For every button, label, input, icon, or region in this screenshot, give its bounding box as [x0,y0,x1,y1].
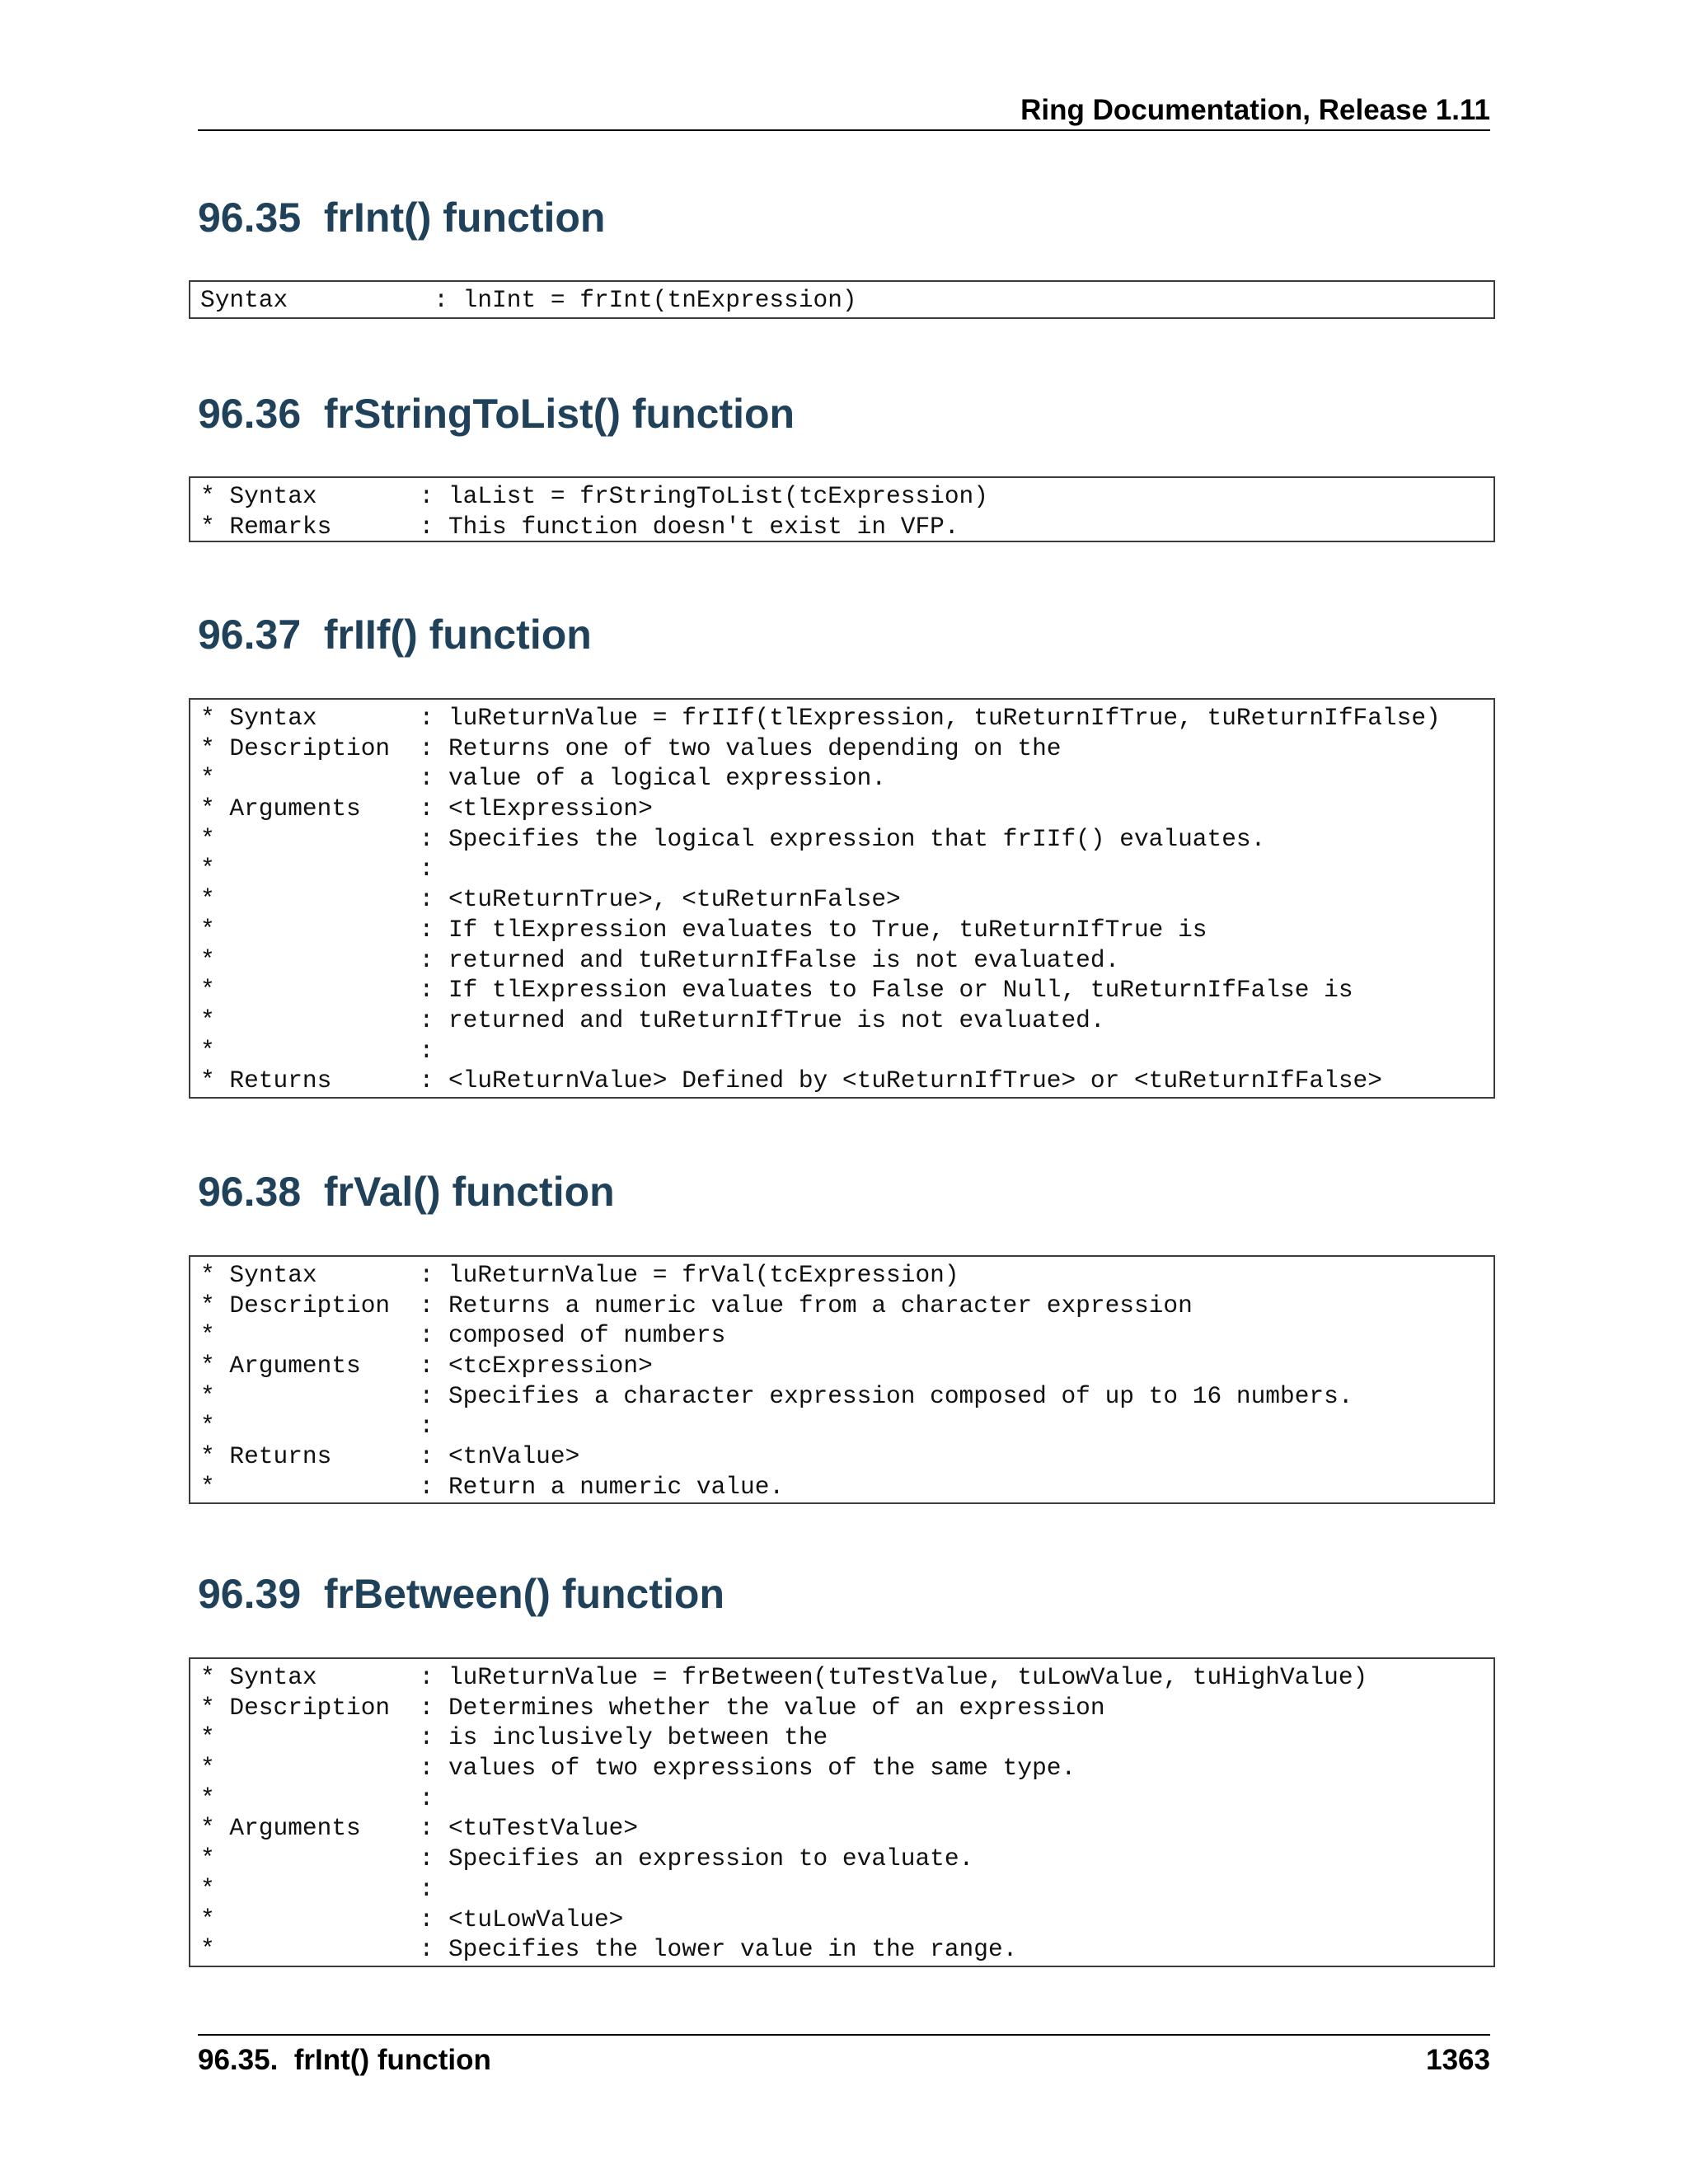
code-line: * : Specifies a character expression composed of up to 16 numbers. [200,1381,1353,1410]
section-heading-friif: 96.37 frIIf() function [198,612,592,658]
code-line: * Syntax : laList = frStringToList(tcExpression) [200,482,988,510]
footer-rule [198,2034,1490,2036]
code-line: * : is inclusively between the [200,1723,828,1752]
code-line: * : Specifies an expression to evaluate. [200,1844,974,1873]
code-line: * : <tuReturnTrue>, <tuReturnFalse> [200,885,901,914]
code-line: * Description : Returns a numeric value from a character expression [200,1291,1193,1319]
code-line: * : [200,1874,434,1903]
header-rule [198,129,1490,131]
code-line: * Description : Returns one of two values depending on the [200,733,1062,762]
running-header: Ring Documentation, Release 1.11 [1020,94,1490,126]
code-line: * Arguments : <tuTestValue> [200,1814,639,1843]
code-line: * : [200,855,434,883]
code-block-frbetween [189,1657,1495,1967]
code-block-frstringtolist [189,476,1495,542]
code-line: * Returns : <luReturnValue> Defined by <tuReturnIfTrue> or <tuReturnIfFalse> [200,1066,1382,1095]
code-block-friif [189,698,1495,1099]
code-line: * : <tuLowValue> [200,1905,624,1933]
code-line: * Syntax : luReturnValue = frBetween(tuTestValue, tuLowValue, tuHighValue) [200,1663,1368,1691]
code-line: * : composed of numbers [200,1321,726,1350]
code-line: * : returned and tuReturnIfTrue is not evaluated. [200,1005,1105,1034]
code-line: * Arguments : <tcExpression> [200,1352,653,1380]
code-line: * : Specifies the lower value in the range. [200,1935,1018,1964]
page-number: 1363 [1426,2044,1490,2076]
code-line: * Description : Determines whether the value of an expression [200,1693,1105,1722]
code-line: * Arguments : <tlExpression> [200,794,653,823]
section-heading-frval: 96.38 frVal() function [198,1169,615,1215]
code-line: * Syntax : luReturnValue = frIIf(tlExpression, tuReturnIfTrue, tuReturnIfFalse) [200,704,1441,732]
code-line: * : [200,1412,434,1441]
code-block-frint [189,280,1495,319]
code-line: * : If tlExpression evaluates to False or Null, tuReturnIfFalse is [200,976,1353,1005]
footer-section-title: 96.35. frInt() function [198,2044,491,2076]
code-line: * : If tlExpression evaluates to True, tuReturnIfTrue is [200,915,1207,944]
code-line: * : Return a numeric value. [200,1472,785,1501]
section-heading-frbetween: 96.39 frBetween() function [198,1571,724,1617]
code-line: * : Specifies the logical expression that frIIf() evaluates. [200,824,1266,853]
code-line: * : values of two expressions of the same type. [200,1754,1076,1783]
code-line: * : [200,1036,434,1065]
code-line: * Returns : <tnValue> [200,1442,580,1471]
code-line: * : [200,1783,434,1812]
code-block-frval [189,1255,1495,1504]
code-line: * : returned and tuReturnIfFalse is not evaluated. [200,945,1120,974]
code-line: * : value of a logical expression. [200,764,887,793]
code-line: * Syntax : luReturnValue = frVal(tcExpression) [200,1261,959,1289]
section-heading-frint: 96.35 frInt() function [198,194,606,241]
section-heading-frstringtolist: 96.36 frStringToList() function [198,391,795,437]
code-line: * Remarks : This function doesn't exist in VFP. [200,512,959,541]
code-line: Syntax : lnInt = frInt(tnExpression) [200,286,857,314]
